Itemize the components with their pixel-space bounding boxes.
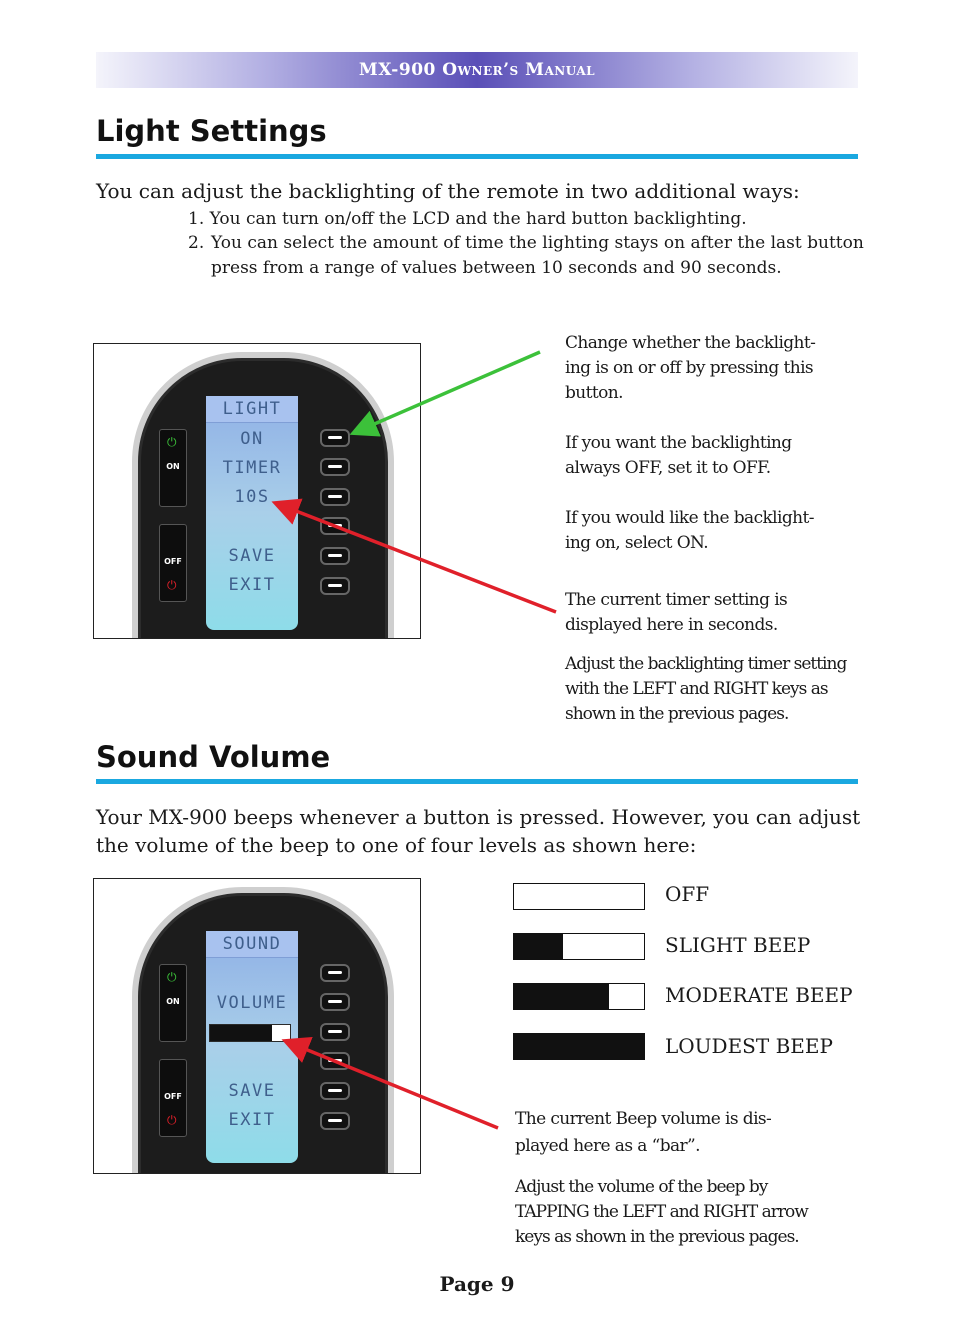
callout-adjust-timer-line-3: shown in the previous pages. — [565, 704, 789, 724]
callout-select-on-line-1: If you would like the backlight- — [565, 508, 814, 528]
red-arrow-volume — [288, 1042, 498, 1128]
power-off-icon: ⏻ — [167, 578, 177, 592]
light-item-2-line-2: press from a range of values between 10 seconds and 90 seconds. — [211, 258, 782, 278]
light-settings-heading: Light Settings — [96, 114, 327, 148]
light-intro: You can adjust the backlighting of the remote in two additional ways: — [96, 179, 800, 203]
lcd-line-timer-value: 10S — [234, 487, 270, 507]
light-item-2-number: 2. — [188, 233, 205, 253]
callout-adjust-beep-line-3: keys as shown in the previous pages. — [515, 1227, 799, 1247]
lcd-line-exit: EXIT — [228, 575, 276, 595]
green-arrow — [356, 352, 540, 432]
callout-backlight-button-line-2: ing is on or off by pressing this — [565, 358, 814, 378]
callout-timer-display-line-1: The current timer setting is — [565, 590, 788, 610]
lcd-line-light: LIGHT — [222, 399, 282, 419]
sound-intro-line-2: the volume of the beep to one of four levels as shown here: — [96, 833, 697, 857]
callout-always-off-line-2: always OFF, set it to OFF. — [565, 458, 771, 478]
callout-always-off-line-1: If you want the backlighting — [565, 433, 792, 453]
lcd-line-volume: VOLUME — [216, 993, 288, 1013]
callout-beep-bar-line-1: The current Beep volume is dis- — [515, 1109, 772, 1129]
beep-label-slight: SLIGHT BEEP — [665, 933, 811, 957]
sound-intro-line-1: Your MX-900 beeps whenever a button is pressed. However, you can adjust — [96, 805, 861, 829]
callout-adjust-timer-line-1: Adjust the backlighting timer setting — [565, 654, 847, 674]
power-on-icon: ⏻ — [167, 970, 177, 984]
sound-volume-heading: Sound Volume — [96, 740, 331, 774]
callout-select-on-line-2: ing on, select ON. — [565, 533, 709, 553]
page-number: Page 9 — [439, 1272, 515, 1296]
lcd-line-save: SAVE — [228, 1081, 276, 1101]
callout-adjust-beep-line-2: TAPPING the LEFT and RIGHT arrow — [515, 1202, 808, 1222]
power-on-icon: ⏻ — [167, 435, 177, 449]
lcd-line-save: SAVE — [228, 546, 276, 566]
beep-label-loudest: LOUDEST BEEP — [665, 1034, 833, 1058]
callout-adjust-beep-line-1: Adjust the volume of the beep by — [515, 1177, 768, 1197]
lcd-line-sound: SOUND — [222, 934, 282, 954]
off-key-label: OFF — [164, 557, 182, 566]
red-arrow-timer — [278, 504, 556, 612]
light-item-2-line-1: You can select the amount of time the lighting stays on after the last button — [211, 233, 864, 253]
lcd-line-on: ON — [240, 429, 264, 449]
manual-title: MX-900 Owner’s Manual — [358, 60, 596, 80]
power-off-icon: ⏻ — [167, 1113, 177, 1127]
beep-label-moderate: MODERATE BEEP — [665, 983, 853, 1007]
lcd-line-exit: EXIT — [228, 1110, 276, 1130]
off-key-label: OFF — [164, 1092, 182, 1101]
callout-adjust-timer-line-2: with the LEFT and RIGHT keys as — [565, 679, 828, 699]
callout-beep-bar-line-2: played here as a “bar”. — [515, 1136, 700, 1156]
callout-timer-display-line-2: displayed here in seconds. — [565, 615, 778, 635]
lcd-line-timer: TIMER — [222, 458, 282, 478]
beep-label-off: OFF — [665, 882, 710, 906]
on-key-label: ON — [166, 462, 180, 471]
light-item-1: 1. You can turn on/off the LCD and the hard button backlighting. — [188, 209, 747, 229]
on-key-label: ON — [166, 997, 180, 1006]
callout-backlight-button-line-1: Change whether the backlight- — [565, 333, 816, 353]
callout-backlight-button-line-3: button. — [565, 383, 623, 403]
